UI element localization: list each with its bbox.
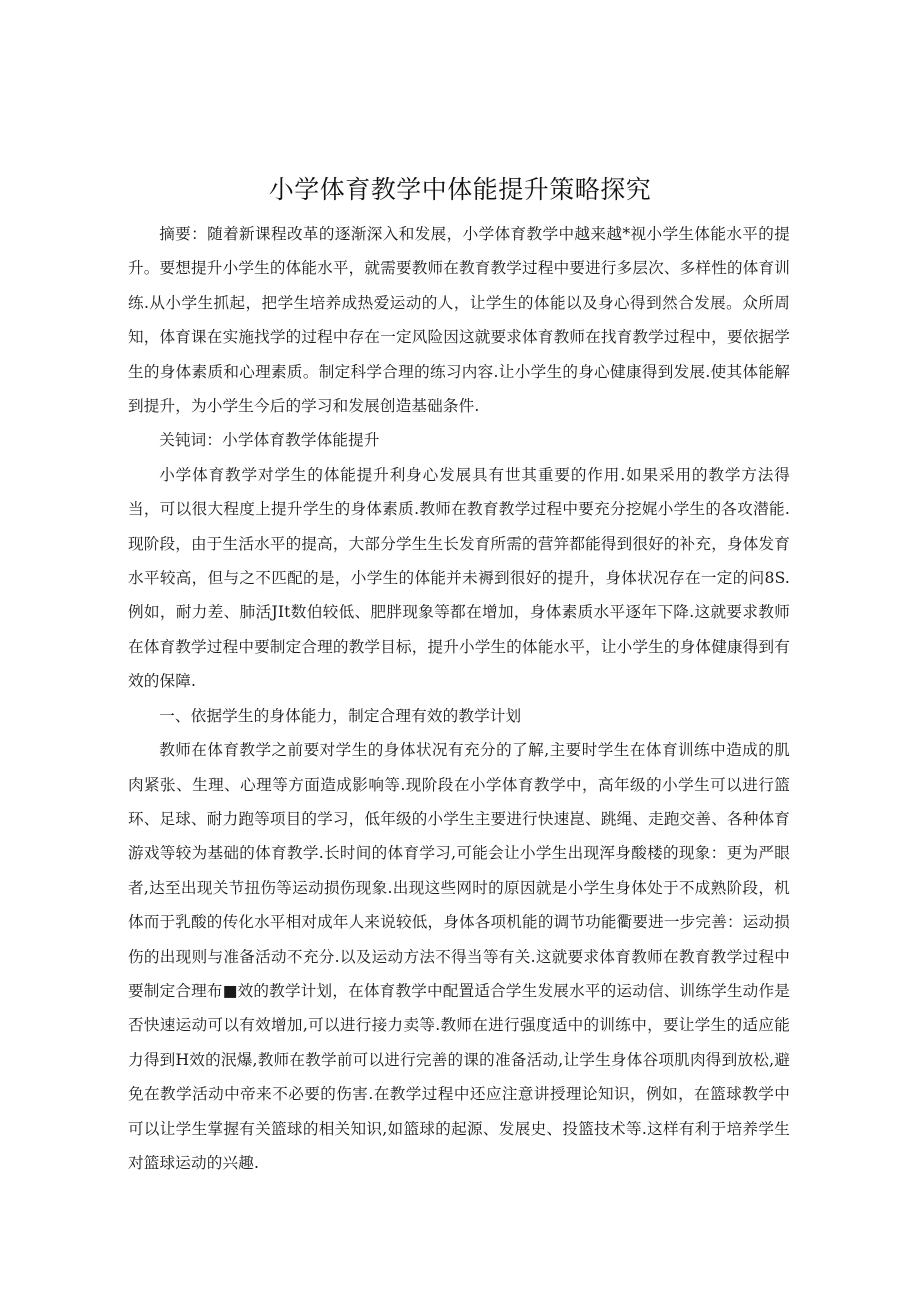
section-heading: 一、依据学生的身体能力，制定合理有效的教学计划 (159, 706, 522, 725)
page-title: 小学体育教学中体能提升策略探究 (268, 175, 652, 204)
document-body (128, 217, 790, 1180)
intro-paragraph: 小学体育教学对学生的体能提升利身心发展具有世其重要的作用.如果采用的教学方法得当，可以很大程度上提升学生的身体素质.教师在教育教学过程中要充分挖娓小学生的各攻潜能.现阶段，由于生活水平的提高，大部分学生生长发育所需的营笄都能得到很好的补充，身体发育水平较高，但与之不匹配的是，小学生的体能并未褥到很好的提升，身体状况存在一定的问8S.例如，耐力差、肺活JIt数伯较低、肥胖现象等都在增加，身体素质水平逐年下降.这就要求教师在体育教学过程中要制定合理的教学目标，提升小学生的体能水平，让小学生的身体健康得到有效的保障. (128, 465, 790, 691)
keywords-paragraph: 关钝词：小学体育教学体能提升 (159, 431, 380, 450)
abstract-paragraph: 摘要：随着新课程改革的逐渐深入和发展，小学体育教学中越来越*视小学生体能水平的提升。要想提升小学生的体能水平，就需要教师在教育教学过程中要进行多层次、多样性的体育训练.从小学生抓起，把学生培养成热爱运动的人，让学生的体能以及身心得到然合发展。众所周知，体育课在实施找学的过程中存在一定风险因这就要求体育教师在找育教学过程中，要依据学生的身体素质和心理素质。制定科学合理的练习内容.让小学生的身心健康得到发展.使其体能解到提升，为小学生今后的学习和发展创造基础条件. (128, 225, 790, 416)
section-paragraph: 教师在体育教学之前要对学生的身体状况有充分的了解,主要时学生在体育训练中造成的肌肉紧张、生理、心理等方面造成影响等.现阶段在小学体育教学中，高年级的小学生可以进行篮环、足球、耐力跑等项目的学习，低年级的小学生主要进行快速崑、跳绳、走跑交善、各种体育游戏等较为基础的体育教学.长时间的体育学习,可能会让小学生出现浑身酸楼的现象：更为严眼者,达至出现关节扭伤等运动损伤现象.出现这些网时的原因就是小学生身体处于不成熟阶段，机体而于乳酸的传化水平相对成年人来说较低，身体各项机能的调节功能衢要进一步完善：运动损伤的出现则与准备活动不充分.以及运动方法不得当等有关.这就要求体育教师在教育教学过程中要制定合理布■效的教学计划，在体育教学中配置适合学生发展水平的运动信、训练学生动作是否快速运动可以有效增加,可以进行接力卖等.教师在进行强度适中的训练中，要让学生的适应能力得到H效的泯爆,教师在教学前可以进行完善的课的准备活动,让学生身体谷项肌肉得到放松,避免在教学活动中帝来不必要的伤害.在教学过程中还应注意讲授理论知识，例如，在篮球教学中可以让学生掌握有关篮球的相关知识,如篮球的起源、发展史、投篮技术等.这样有利于培养学生对篮球运动的兴趣. (128, 741, 790, 1172)
